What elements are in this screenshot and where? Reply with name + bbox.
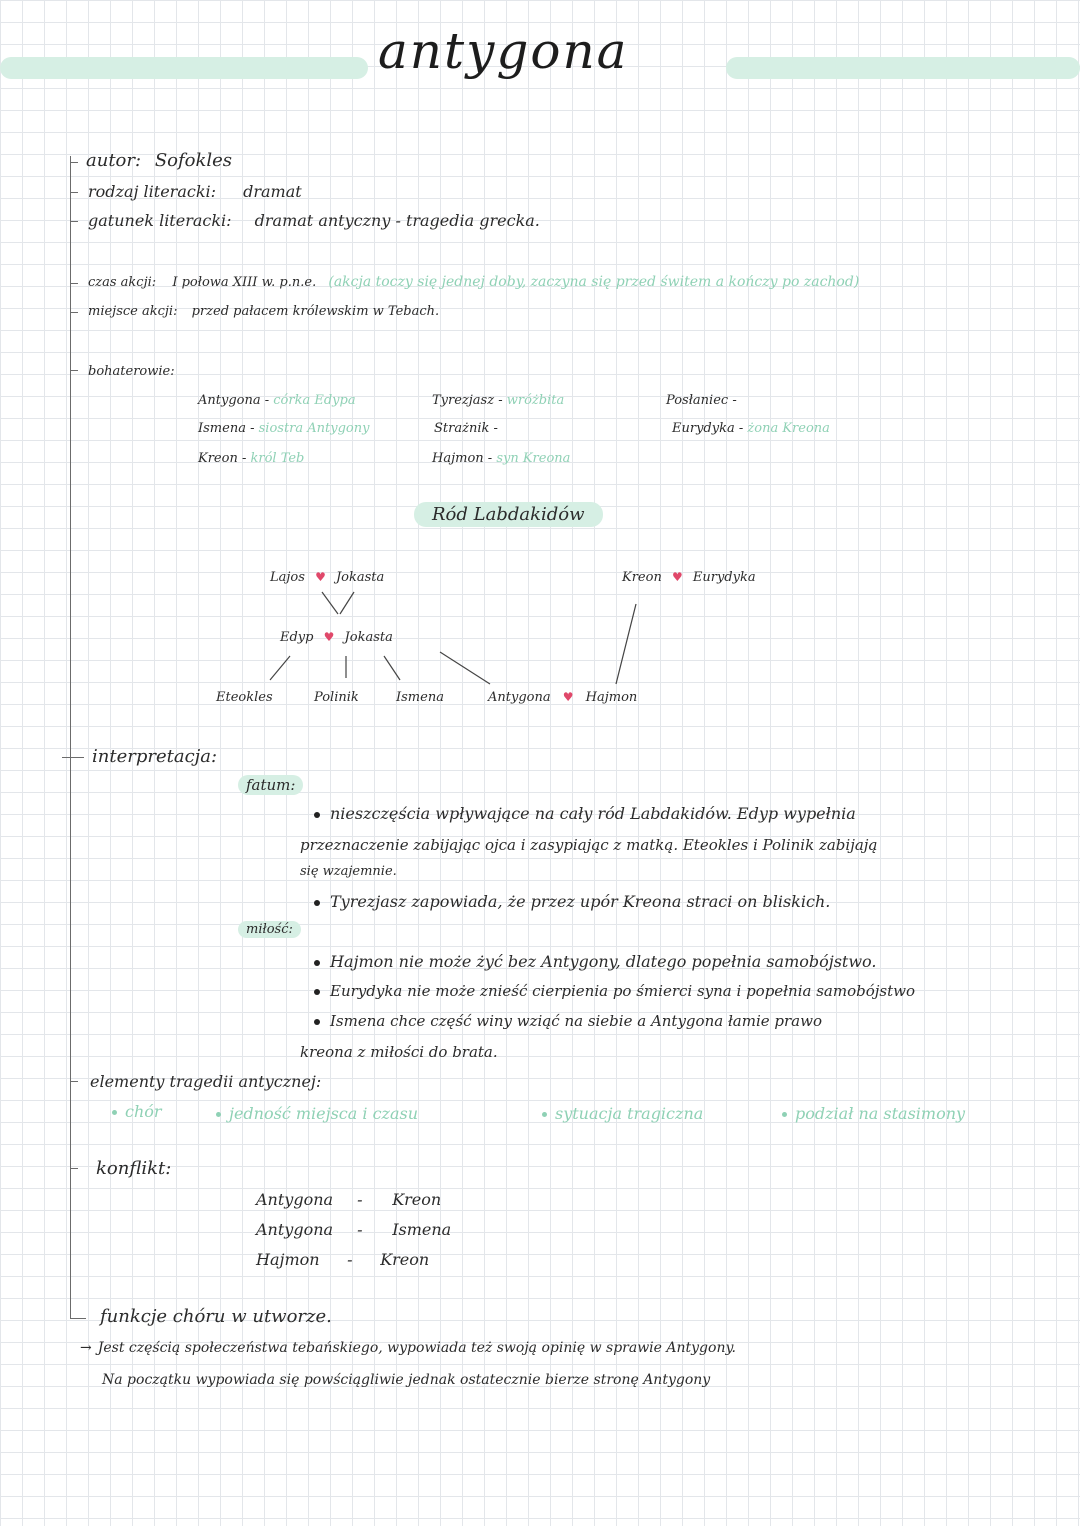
element-text: podział na stasimony <box>795 1104 966 1123</box>
tree-lajos: Lajos <box>270 570 305 585</box>
tree-eteokles: Eteokles <box>216 690 273 705</box>
character-name: Posłaniec - <box>666 393 737 408</box>
character-desc: żona Kreona <box>747 421 830 436</box>
tree-jokasta: Jokasta <box>335 570 385 585</box>
conflict-sep: - <box>347 1250 353 1269</box>
bullet-icon <box>314 900 320 906</box>
chorus-text: Jest częścią społeczeństwa tebańskiego, wypowiada też swoją opinię w sprawie Antygony. <box>97 1340 736 1356</box>
bullet-icon <box>314 812 320 818</box>
genre-label: gatunek literacki: <box>88 211 232 230</box>
love-line-3 <box>314 1012 822 1030</box>
tree-ismena: Ismena <box>396 690 444 705</box>
bullet-icon <box>112 1110 117 1115</box>
time-note: (akcja toczy się jednej doby, zaczyna się przed świtem a kończy po zachod) <box>328 274 860 290</box>
character-desc: siostra Antygony <box>258 421 370 436</box>
tree-line <box>616 604 636 684</box>
element-item <box>112 1102 162 1121</box>
tree-line <box>440 652 490 684</box>
author-label: autor: <box>86 150 142 171</box>
arrow-right-icon: → <box>80 1340 92 1356</box>
element-text: sytuacja tragiczna <box>555 1104 704 1123</box>
tree-kreon: Kreon <box>622 570 662 585</box>
love-text: Eurydyka nie może znieść cierpienia po śmierci syna i popełnia samobójstwo <box>330 982 915 1000</box>
character-name: Hajmon - <box>432 451 493 466</box>
bullet-icon <box>216 1112 221 1117</box>
conflict-b: Kreon <box>380 1250 430 1269</box>
family-heading-text: Ród Labdakidów <box>414 502 603 527</box>
bullet-icon <box>542 1112 547 1117</box>
characters-heading: bohaterowie: <box>88 364 175 379</box>
chorus-line-2: Na początku wypowiada się powściągliwie jednak ostatecznie bierze stronę Antygony <box>102 1372 711 1388</box>
conflict-sep: - <box>357 1220 363 1239</box>
love-label-text: miłość: <box>238 921 301 938</box>
conflict-sep: - <box>357 1190 363 1209</box>
love-line-1 <box>314 952 877 971</box>
tree-hajmon: Hajmon <box>585 690 638 705</box>
fatum-line-3: się wzajemnie. <box>300 864 397 879</box>
character-name: Kreon - <box>198 451 247 466</box>
kind-label: rodzaj literacki: <box>88 182 217 201</box>
tree-edyp-jokasta <box>280 630 393 645</box>
heart-icon: ♥ <box>562 690 574 704</box>
character-desc: król Teb <box>250 451 305 466</box>
conflict-b: Kreon <box>392 1190 442 1209</box>
character-name: Ismena - <box>198 421 255 436</box>
fatum-line-2: przeznaczenie zabijając ojca i zasypiając z matką. Eteokles i Polinik zabijają <box>300 836 878 854</box>
time-value: I połowa XIII w. p.n.e. <box>172 275 317 290</box>
tree-line <box>270 656 290 680</box>
bullet-icon <box>314 989 320 995</box>
tree-lajos-jokasta <box>270 570 384 585</box>
character-desc: córka Edypa <box>273 393 356 408</box>
kind-value: dramat <box>243 182 302 201</box>
love-line-2 <box>314 982 915 1000</box>
tree-eurydyka: Eurydyka <box>692 570 756 585</box>
tree-polinik: Polinik <box>314 690 359 705</box>
character-name: Antygona - <box>198 393 270 408</box>
author-value: Sofokles <box>154 150 233 171</box>
fatum-text: nieszczęścia wpływające na cały ród Labdakidów. Edyp wypełnia <box>330 804 856 823</box>
fatum-text: Tyrezjasz zapowiada, że przez upór Kreona straci on bliskich. <box>330 892 831 911</box>
tree-jokasta-2: Jokasta <box>344 630 393 645</box>
time-label: czas akcji: <box>88 275 157 290</box>
element-item <box>216 1104 418 1123</box>
fatum-line-1 <box>314 804 856 823</box>
bullet-icon <box>314 960 320 966</box>
element-text: chór <box>125 1102 162 1121</box>
interpretation-heading: interpretacja: <box>92 746 218 767</box>
fatum-label-text: fatum: <box>238 775 303 795</box>
character-name: Eurydyka - <box>672 421 744 436</box>
tree-edyp: Edyp <box>280 630 314 645</box>
elements-heading: elementy tragedii antycznej: <box>90 1072 322 1091</box>
love-text: Hajmon nie może żyć bez Antygony, dlatego popełnia samobójstwo. <box>330 952 877 971</box>
conflict-b: Ismena <box>392 1220 452 1239</box>
conflict-row <box>256 1250 429 1269</box>
conflict-heading: konflikt: <box>96 1158 172 1179</box>
heart-icon: ♥ <box>315 570 326 584</box>
conflict-a: Antygona <box>256 1220 334 1239</box>
genre-value: dramat antyczny - tragedia grecka. <box>254 211 540 230</box>
conflict-row <box>256 1220 451 1239</box>
chorus-line-1 <box>80 1340 736 1356</box>
tree-kreon-eurydyka <box>622 570 756 585</box>
element-item <box>782 1104 965 1123</box>
place-value: przed pałacem królewskim w Tebach. <box>191 304 440 319</box>
character-desc: syn Kreona <box>496 451 571 466</box>
character-name: Tyrezjasz - <box>432 393 503 408</box>
chorus-heading: funkcje chóru w utworze. <box>100 1306 332 1327</box>
page-title: antygona <box>378 22 629 80</box>
character-name: Strażnik - <box>434 421 498 436</box>
element-text: jedność miejsca i czasu <box>229 1104 419 1123</box>
conflict-a: Hajmon <box>256 1250 320 1269</box>
bullet-icon <box>782 1112 787 1117</box>
conflict-a: Antygona <box>256 1190 334 1209</box>
tree-line <box>322 592 338 614</box>
fatum-line-4 <box>314 892 830 911</box>
character-desc: wróżbita <box>506 393 565 408</box>
fatum-label <box>238 776 303 794</box>
heart-icon: ♥ <box>323 630 335 644</box>
tree-line <box>384 656 400 680</box>
element-item <box>542 1104 703 1123</box>
tree-antygona: Antygona <box>488 690 551 705</box>
love-label <box>238 922 301 937</box>
love-text: Ismena chce część winy wziąć na siebie a Antygona łamie prawo <box>330 1012 822 1030</box>
place-label: miejsce akcji: <box>88 304 178 319</box>
tree-line <box>340 592 354 614</box>
love-line-4: kreona z miłości do brata. <box>300 1043 498 1061</box>
heart-icon: ♥ <box>671 570 683 584</box>
bullet-icon <box>314 1019 320 1025</box>
conflict-row <box>256 1190 441 1209</box>
tree-antygona-hajmon <box>488 690 637 705</box>
